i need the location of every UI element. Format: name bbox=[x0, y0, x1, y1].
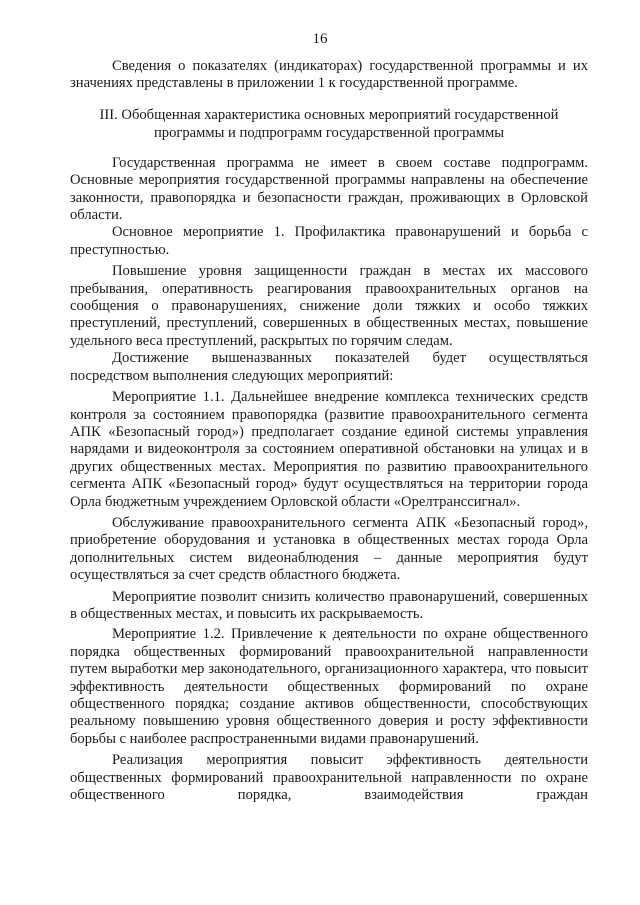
body-paragraph: Обслуживание правоохранительного сегмента АПК «Безопасный город», приобретение оборудования и установка в общественных местах города Орла дополнительных систем видеонаблюдения – данные мероприятия будут осуществляться за счет средств областного бюджета. bbox=[70, 514, 588, 584]
body-paragraph: Реализация мероприятия повысит эффективность деятельности общественных формирований правоохранительной направленности по охране общественного порядка, взаимодействия граждан bbox=[70, 752, 588, 804]
section-heading: III. Обобщенная характеристика основных мероприятий государственной программы и подпрограмм государственной программы bbox=[99, 106, 559, 141]
page-number: 16 bbox=[312, 31, 328, 47]
document-body bbox=[70, 58, 588, 804]
body-paragraph: Мероприятие позволит снизить количество правонарушений, совершенных в общественных местах, и повысить их раскрываемость. bbox=[70, 588, 588, 622]
body-paragraph: Основное мероприятие 1. Профилактика правонарушений и борьба с преступностью. bbox=[70, 224, 588, 258]
body-paragraph: Достижение вышеназванных показателей будет осуществляться посредством выполнения следующих мероприятий: bbox=[70, 350, 588, 384]
body-paragraph: Повышение уровня защищенности граждан в местах их массового пребывания, оперативность реагирования правоохранительных органов на сообщения о правонарушениях, снижение доли тяжких и особо тяжких преступлений, преступлений, совершенных в общественных местах, повышение удельного веса преступлений, раскрытых по горячим следам. bbox=[70, 263, 588, 349]
intro-paragraph: Сведения о показателях (индикаторах) государственной программы и их значениях представлены в приложении 1 к государственной программе. bbox=[70, 58, 588, 92]
body-paragraph: Мероприятие 1.2. Привлечение к деятельности по охране общественного порядка общественных формирований правоохранительной направленности путем выработки мер законодательного, организационного характера, что повысит эффективность деятельности общественных формирований по охране общественного порядка; создание активов общественности, способствующих реальному повышению уровня общественного доверия и росту эффективности борьбы с наиболее распространенными видами правонарушений. bbox=[70, 626, 588, 747]
body-paragraph: Мероприятие 1.1. Дальнейшее внедрение комплекса технических средств контроля за состоянием правопорядка (развитие правоохранительного сегмента АПК «Безопасный город») предполагает создание единой системы управления нарядами и видеоконтроля за состоянием оперативной обстановки на улицах и в других общественных местах. Мероприятия по развитию правоохранительного сегмента АПК «Безопасный город» будут осуществляться на территории города Орла бюджетным учреждением Орловской области «Орелтранссигнал». bbox=[70, 389, 588, 510]
body-paragraph: Государственная программа не имеет в своем составе подпрограмм. Основные мероприятия государственной программы направлены на обеспечение законности, правопорядка и безопасности граждан, проживающих в Орловской области. bbox=[70, 154, 588, 224]
